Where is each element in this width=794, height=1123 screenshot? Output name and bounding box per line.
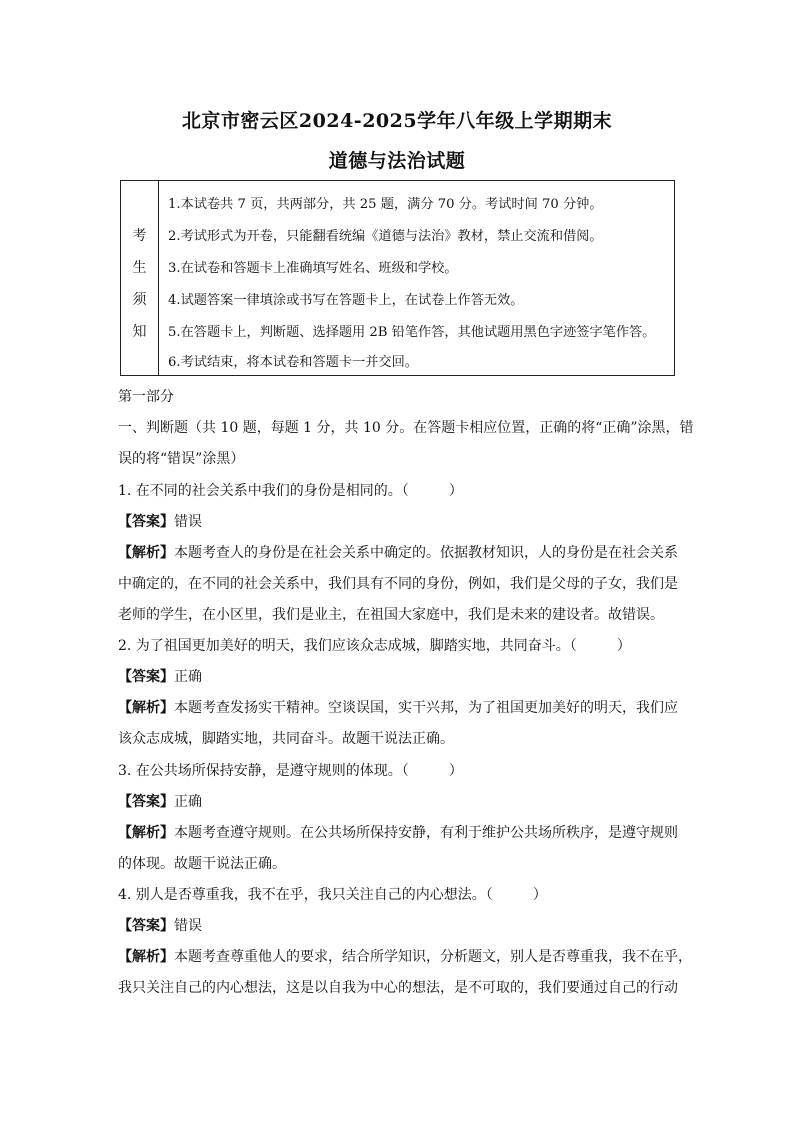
analysis-line (118, 697, 678, 717)
analysis-tag: 【解析】 (118, 545, 174, 561)
notice-rule: 3.在试卷和答题卡上准确填写姓名、班级和学校。 (168, 261, 458, 276)
analysis-text: 本题考查遵守规则。在公共场所保持安静，有利于维护公共场所秩序，是遵守规则 (174, 825, 678, 841)
analysis-line: 该众志成城，脚踏实地，共同奋斗。故题干说法正确。 (118, 731, 454, 747)
analysis-line: 的体现。故题干说法正确。 (118, 856, 286, 872)
question-text: 1. 在不同的社会关系中我们的身份是相同的。（ (118, 483, 409, 499)
answer-value: 正确 (174, 669, 202, 685)
analysis-line: 中确定的，在不同的社会关系中，我们具有不同的身份，例如，我们是父母的子女，我们是 (118, 576, 678, 592)
answer-line (118, 791, 202, 811)
analysis-line: 老师的学生，在小区里，我们是业主，在祖国大家庭中，我们是未来的建设者。故错误。 (118, 607, 664, 623)
analysis-tag: 【解析】 (118, 825, 174, 841)
notice-rule: 5.在答题卡上，判断题、选择题用 2B 铅笔作答，其他试题用黑色字迹签字笔作答。 (168, 325, 656, 340)
answer-value: 正确 (174, 794, 202, 810)
question-text: 3. 在公共场所保持安静，是遵守规则的体现。（ (118, 763, 409, 779)
answer-tag: 【答案】 (118, 514, 174, 530)
analysis-text: 本题考查发扬实干精神。空谈误国，实干兴邦，为了祖国更加美好的明天，我们应 (174, 700, 678, 716)
section-heading: 误的将“错误”涂黑） (118, 451, 245, 467)
analysis-text: 本题考查人的身份是在社会关系中确定的。依据教材知识，人的身份是在社会关系 (174, 545, 678, 561)
question-paren-close: ） (532, 887, 547, 903)
notice-rule: 1.本试卷共 7 页，共两部分，共 25 题，满分 70 分。考试时间 70 分钟。 (168, 197, 603, 212)
notice-label-char: 考 (132, 228, 147, 244)
notice-label-char: 生 (132, 260, 147, 276)
analysis-line (118, 946, 692, 966)
answer-tag: 【答案】 (118, 794, 174, 810)
notice-label-column (121, 181, 159, 375)
question-stem (118, 635, 631, 655)
exam-notice-table (120, 180, 675, 376)
notice-label-char: 知 (132, 324, 147, 340)
document-subtitle: 道德与法治试题 (328, 150, 466, 172)
section-heading: 一、判断题（共 10 题，每题 1 分，共 10 分。在答题卡相应位置，正确的将“正确”涂黑，错 (118, 420, 694, 436)
question-text: 2. 为了祖国更加美好的明天，我们应该众志成城，脚踏实地，共同奋斗。（ (118, 638, 577, 654)
analysis-line (118, 822, 678, 842)
notice-rule: 4.试题答案一律填涂或书写在答题卡上，在试卷上作答无效。 (168, 293, 524, 308)
analysis-text: 本题考查尊重他人的要求，结合所学知识，分析题文，别人是否尊重我，我不在乎， (174, 949, 692, 965)
analysis-tag: 【解析】 (118, 949, 174, 965)
answer-line (118, 511, 202, 531)
answer-tag: 【答案】 (118, 669, 174, 685)
part-label: 第一部分 (118, 389, 174, 405)
document-title: 北京市密云区2024-2025学年八年级上学期期末 (181, 110, 613, 132)
question-stem (118, 884, 547, 904)
answer-value: 错误 (174, 918, 202, 934)
analysis-line (118, 542, 678, 562)
analysis-tag: 【解析】 (118, 700, 174, 716)
notice-rule: 6.考试结束，将本试卷和答题卡一并交回。 (168, 355, 418, 370)
question-text: 4. 别人是否尊重我，我不在乎，我只关注自己的内心想法。（ (118, 887, 493, 903)
analysis-line: 我只关注自己的内心想法，这是以自我为中心的想法，是不可取的，我们要通过自己的行动 (118, 980, 678, 996)
question-paren-close: ） (448, 483, 463, 499)
notice-rule: 2.考试形式为开卷，只能翻看统编《道德与法治》教材，禁止交流和借阅。 (168, 229, 603, 244)
question-stem (118, 480, 463, 500)
answer-line (118, 666, 202, 686)
notice-label-char: 须 (132, 292, 147, 308)
question-paren-close: ） (616, 638, 631, 654)
question-stem (118, 760, 463, 780)
answer-value: 错误 (174, 514, 202, 530)
answer-line (118, 915, 202, 935)
answer-tag: 【答案】 (118, 918, 174, 934)
question-paren-close: ） (448, 763, 463, 779)
